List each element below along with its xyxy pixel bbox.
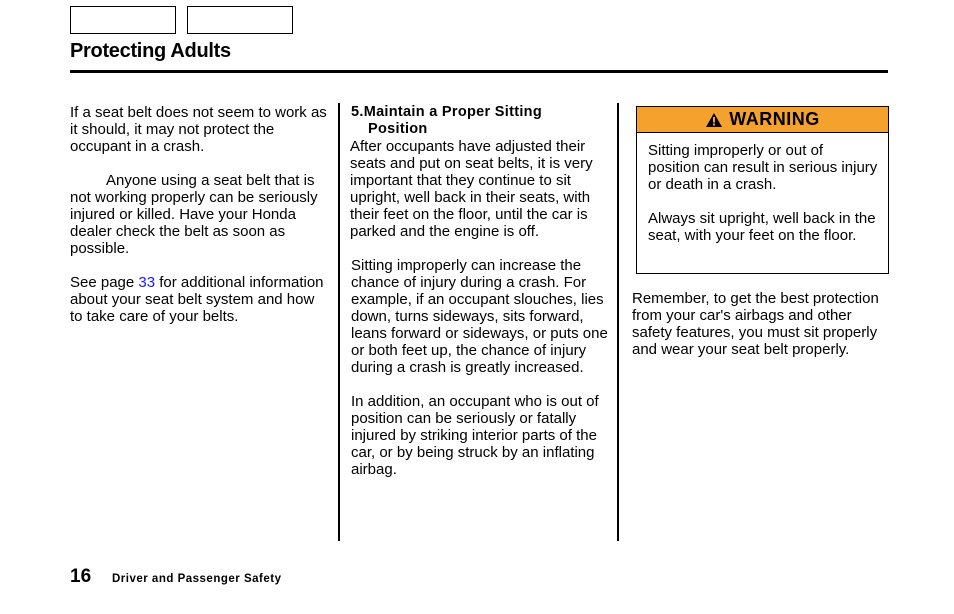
warning-paragraph-2: Always sit upright, well back in the seat, with your feet on the floor. xyxy=(648,210,876,244)
col3-paragraph-1: Remember, to get the best protection from your car's airbags and other safety features, you must sit properly and wear your seat belt properly. xyxy=(632,290,879,358)
column-divider xyxy=(338,103,340,541)
col2-paragraph-3: In addition, an occupant who is out of position can be seriously or fatally injured by striking interior parts of the car, or by being struck by an inflating airbag. xyxy=(351,393,599,478)
column-1 xyxy=(70,104,328,325)
column-3 xyxy=(632,290,888,358)
col1-paragraph-3 xyxy=(70,274,328,325)
warning-body xyxy=(637,133,888,244)
warning-triangle-icon xyxy=(705,112,723,128)
warning-header xyxy=(637,107,888,133)
section-heading xyxy=(351,104,611,138)
section-heading-line1: 5.Maintain a Proper Sitting xyxy=(351,104,542,120)
warning-box xyxy=(636,106,889,274)
see-page-rest-text: for additional information about your seat belt system and how to take care of your belts. xyxy=(70,274,324,325)
col1-paragraph-1: If a seat belt does not seem to work as it should, it may not protect the occupant in a crash. xyxy=(70,104,327,155)
warning-paragraph-1: Sitting improperly or out of position can result in serious injury or death in a crash. xyxy=(648,142,878,193)
footer-section-title: Driver and Passenger Safety xyxy=(112,573,282,585)
warning-label: WARNING xyxy=(729,109,820,129)
col2-paragraph-1: After occupants have adjusted their seats and put on seat belts, it is very important that they continue to sit upright, well back in their seats, with their feet on the floor, until the car is parked and the engine is off. xyxy=(350,138,593,240)
prev-nav-button[interactable] xyxy=(70,6,176,34)
column-2 xyxy=(351,104,611,478)
see-page-text: See page xyxy=(70,274,139,291)
col1-paragraph-2: Anyone using a seat belt that is not working properly can be seriously injured or killed. Have your Honda dealer check the belt as soon as possible. xyxy=(70,172,318,257)
page-number: 16 xyxy=(70,566,92,587)
title-rule xyxy=(70,70,888,73)
section-heading-line2: Position xyxy=(368,121,428,137)
page-title: Protecting Adults xyxy=(70,40,231,62)
column-divider xyxy=(617,103,619,541)
col2-paragraph-2: Sitting improperly can increase the chance of injury during a crash. For example, if an occupant slouches, lies down, turns sideways, sits forward, leans forward or sideways, or puts one or both feet up, the chance of injury during a crash is greatly increased. xyxy=(351,257,608,376)
next-nav-button[interactable] xyxy=(187,6,293,34)
page-link-33[interactable]: 33 xyxy=(138,274,156,291)
